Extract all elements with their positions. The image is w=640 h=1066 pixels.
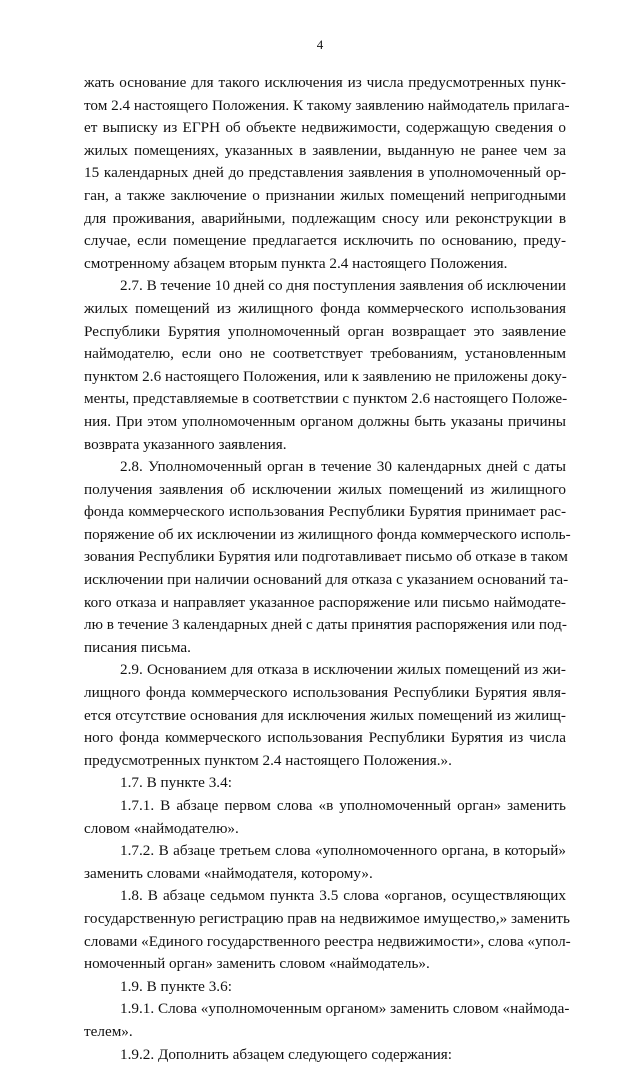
paragraph: [84, 1044, 566, 1066]
text-line: 15 календарных дней до представления заявления в уполномоченный ор-: [84, 164, 566, 182]
text-line: 2.7. В течение 10 дней со дня поступления заявления об исключении: [120, 277, 566, 295]
paragraph: [84, 998, 570, 1043]
text-line: 1.7. В пункте 3.4:: [120, 774, 232, 792]
text-line: жилых помещений из жилищного фонда коммерческого использования: [84, 299, 566, 317]
text-line: ния. При этом уполномоченным органом должны быть указаны причины: [84, 412, 566, 430]
text-line: том 2.4 настоящего Положения. К такому заявлению наймодатель прилага-: [84, 96, 570, 114]
text-line: фонда коммерческого использования Республики Бурятия принимает рас-: [84, 503, 566, 521]
text-line: номоченный орган» заменить словом «наймодатель».: [84, 955, 430, 973]
text-line: 1.9.2. Дополнить абзацем следующего содержания:: [120, 1045, 452, 1063]
text-line: 1.9. В пункте 3.6:: [120, 977, 232, 995]
text-line: 1.8. В абзаце седьмом пункта 3.5 слова «органов, осуществляющих: [120, 887, 566, 905]
text-line: жилых помещениях, указанных в заявлении, выданную не ранее чем за: [84, 141, 566, 159]
text-line: возврата указанного заявления.: [84, 435, 287, 453]
page-number: 4: [316, 37, 324, 52]
text-line: случае, если помещение предлагается исключить по основанию, преду-: [84, 232, 566, 250]
text-line: наймодателю, если оно не соответствует требованиям, установленным: [84, 345, 566, 363]
text-line: 1.7.2. В абзаце третьем слова «уполномоченного органа, в который»: [120, 842, 566, 860]
text-line: писания письма.: [84, 638, 191, 656]
text-line: ется отсутствие основания для исключения жилых помещений из жилищ-: [84, 706, 566, 724]
text-line: поряжение об их исключении из жилищного фонда коммерческого исполь-: [84, 525, 571, 543]
text-line: государственную регистрацию прав на недвижимое имущество,» заменить: [84, 909, 570, 927]
text-line: исключении при наличии оснований для отказа с указанием оснований та-: [84, 571, 569, 589]
paragraph: [84, 976, 566, 999]
text-line: телем».: [84, 1022, 133, 1040]
text-line: лю в течение 3 календарных дней с даты принятия распоряжения или под-: [84, 616, 567, 634]
paragraph: [84, 456, 571, 659]
text-line: словом «наймодателю».: [84, 819, 239, 837]
text-line: предусмотренных пунктом 2.4 настоящего Положения.».: [84, 751, 452, 769]
text-line: заменить словами «наймодателя, которому».: [84, 864, 373, 882]
text-line: 1.7.1. В абзаце первом слова «в уполномоченный орган» заменить: [120, 797, 566, 814]
paragraph: [84, 772, 566, 795]
text-line: лищного фонда коммерческого использования Республики Бурятия явля-: [84, 684, 566, 702]
paragraph: [84, 659, 566, 772]
paragraph: [84, 72, 570, 275]
text-line: словами «Единого государственного реестра недвижимости», слова «упол-: [84, 932, 571, 950]
text-line: Республики Бурятия уполномоченный орган возвращает это заявление: [84, 322, 566, 340]
text-line: получения заявления об исключении жилых помещений из жилищного: [84, 480, 566, 498]
text-line: для проживания, аварийными, подлежащим сносу или реконструкции в: [84, 209, 566, 227]
text-line: 2.8. Уполномоченный орган в течение 30 календарных дней с даты: [120, 458, 566, 476]
text-line: ного фонда коммерческого использования Республики Бурятия из числа: [84, 729, 566, 747]
paragraph: [84, 885, 571, 975]
paragraph: [84, 795, 566, 840]
text-line: 2.9. Основанием для отказа в исключении жилых помещений из жи-: [120, 661, 566, 679]
paragraph: [84, 275, 566, 456]
text-line: кого отказа и направляет указанное распоряжение или письмо наймодате-: [84, 593, 566, 611]
text-line: 1.9.1. Слова «уполномоченным органом» заменить словом «наймода-: [120, 1000, 570, 1018]
text-line: менты, представляемые в соответствии с пунктом 2.6 настоящего Положе-: [84, 390, 568, 408]
text-line: зования Республики Бурятия или подготавливает письмо об отказе в таком: [84, 548, 568, 566]
text-line: ет выписку из ЕГРН об объекте недвижимости, содержащую сведения о: [84, 119, 566, 137]
paragraph: [84, 840, 566, 885]
text-line: пунктом 2.6 настоящего Положения, или к заявлению не приложены доку-: [84, 367, 567, 385]
text-line: смотренному абзацем вторым пункта 2.4 настоящего Положения.: [84, 254, 508, 272]
document-body: [84, 72, 571, 1066]
text-line: жать основание для такого исключения из числа предусмотренных пунк-: [84, 74, 566, 91]
text-line: ган, а также заключение о признании жилых помещений непригодными: [84, 186, 566, 204]
